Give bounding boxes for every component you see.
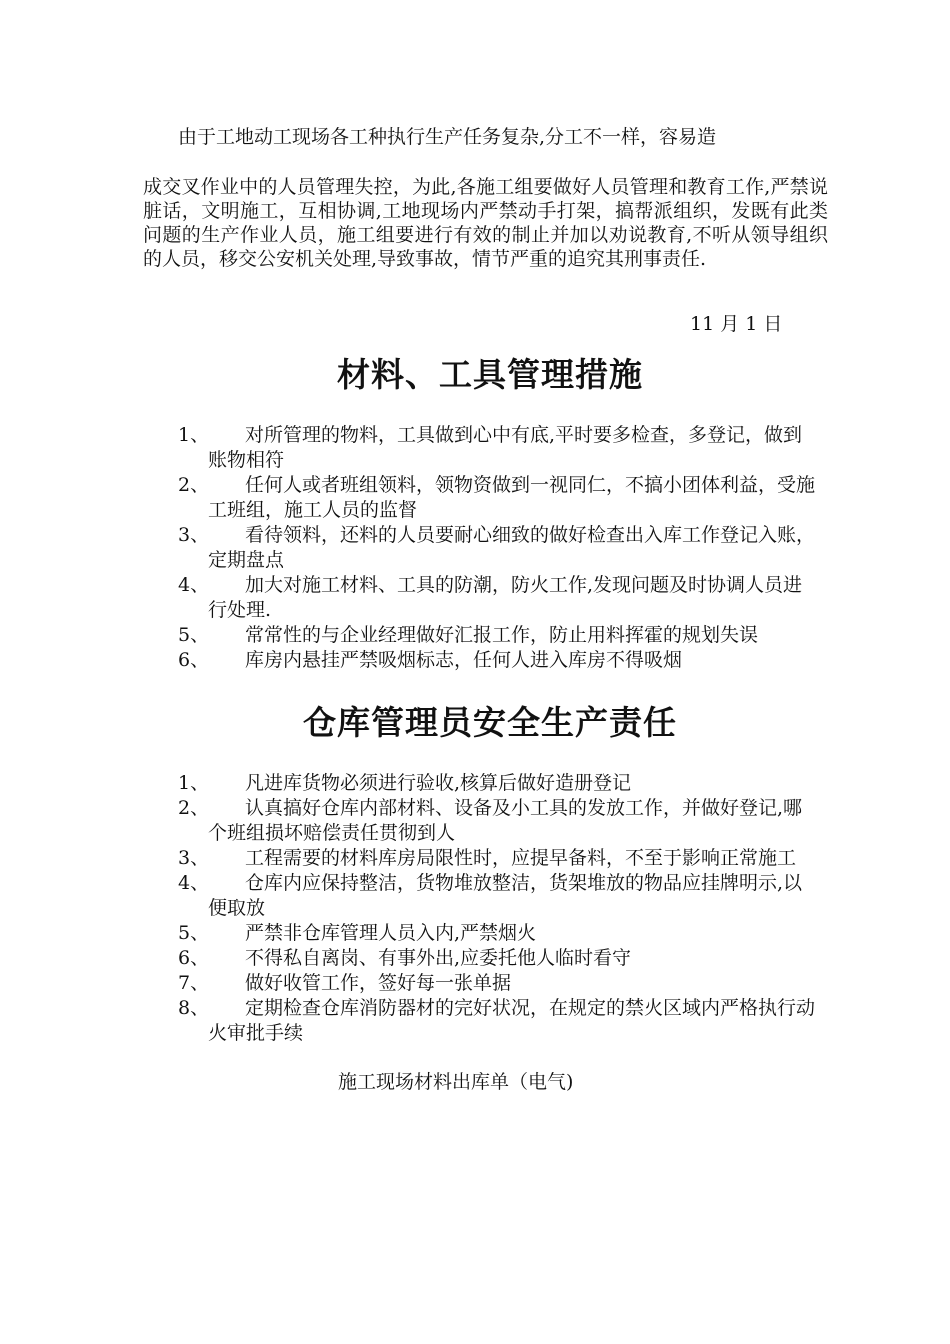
list-item bbox=[178, 423, 818, 473]
list-item-text: 对所管理的物料，工具做到心中有底,平时要多检查，多登记，做到账物相符 bbox=[208, 424, 803, 471]
list-item-text: 凡进库货物必须进行验收,核算后做好造册登记 bbox=[245, 772, 632, 794]
list-item-text: 仓库内应保持整洁，货物堆放整洁，货架堆放的物品应挂牌明示,以便取放 bbox=[208, 872, 803, 919]
list-item bbox=[178, 473, 818, 523]
list-item-text: 做好收管工作，签好每一张单据 bbox=[245, 972, 512, 994]
list-item-number: 3、 bbox=[178, 847, 210, 869]
list-item-number: 6、 bbox=[178, 649, 210, 671]
list-item-number: 7、 bbox=[178, 972, 210, 994]
list-item-text: 工程需要的材料库房局限性时，应提早备料，不至于影响正常施工 bbox=[245, 847, 797, 869]
list-item-text: 认真搞好仓库内部材料、设备及小工具的发放工作，并做好登记,哪个班组损坏赔偿责任贯彻到人 bbox=[208, 797, 803, 844]
list-item-number: 4、 bbox=[178, 872, 210, 894]
section-title-materials-tools: 材料、工具管理措施 bbox=[337, 355, 643, 394]
list-item-number: 5、 bbox=[178, 922, 210, 944]
section-title-warehouse-safety: 仓库管理员安全生产责任 bbox=[303, 703, 677, 742]
list-item-number: 5、 bbox=[178, 624, 210, 646]
list-item bbox=[178, 573, 818, 623]
intro-paragraph: 成交叉作业中的人员管理失控，为此,各施工组要做好人员管理和教育工作,严禁说脏话，文明施工，互相协调,工地现场内严禁动手打架，搞帮派组织，发既有此类问题的生产作业人员，施工组要进行有效的制止并加以劝说教育,不听从领导组织的人员，移交公安机关处理,导致事故，情节严重的追究其刑事责任. bbox=[143, 176, 828, 270]
list-item bbox=[178, 996, 818, 1046]
list-item-text: 库房内悬挂严禁吸烟标志，任何人进入库房不得吸烟 bbox=[245, 649, 683, 671]
list-item-number: 8、 bbox=[178, 997, 210, 1019]
list-item-text: 任何人或者班组领料，领物资做到一视同仁，不搞小团体利益，受施工班组，施工人员的监督 bbox=[208, 474, 816, 521]
materials-measures-list bbox=[178, 423, 818, 673]
list-item-number: 3、 bbox=[178, 524, 210, 546]
list-item bbox=[178, 523, 818, 573]
list-item bbox=[178, 971, 818, 996]
list-item bbox=[178, 623, 818, 648]
list-item bbox=[178, 921, 818, 946]
list-item bbox=[178, 648, 818, 673]
list-item-number: 1、 bbox=[178, 772, 210, 794]
list-item-number: 4、 bbox=[178, 574, 210, 596]
list-item bbox=[178, 771, 818, 796]
outbound-form-title: 施工现场材料出库单（电气) bbox=[338, 1071, 574, 1093]
list-item-number: 1、 bbox=[178, 424, 210, 446]
warehouse-duties-list bbox=[178, 771, 818, 1046]
list-item-text: 不得私自离岗、有事外出,应委托他人临时看守 bbox=[245, 947, 632, 969]
list-item bbox=[178, 796, 818, 846]
list-item-text: 常常性的与企业经理做好汇报工作，防止用料挥霍的规划失误 bbox=[245, 624, 759, 646]
list-item-number: 2、 bbox=[178, 474, 210, 496]
date-line: 11 月 1 日 bbox=[690, 313, 783, 335]
list-item-number: 2、 bbox=[178, 797, 210, 819]
list-item bbox=[178, 871, 818, 921]
list-item-text: 定期检查仓库消防器材的完好状况，在规定的禁火区域内严格执行动火审批手续 bbox=[208, 997, 816, 1044]
intro-first-line: 由于工地动工现场各工种执行生产任务复杂,分工不一样，容易造 bbox=[178, 126, 717, 148]
list-item-text: 严禁非仓库管理人员入内,严禁烟火 bbox=[245, 922, 537, 944]
list-item bbox=[178, 946, 818, 971]
list-item bbox=[178, 846, 818, 871]
list-item-number: 6、 bbox=[178, 947, 210, 969]
list-item-text: 加大对施工材料、工具的防潮，防火工作,发现问题及时协调人员进行处理. bbox=[208, 574, 803, 621]
list-item-text: 看待领料，还料的人员要耐心细致的做好检查出入库工作登记入账，定期盘点 bbox=[208, 524, 816, 571]
